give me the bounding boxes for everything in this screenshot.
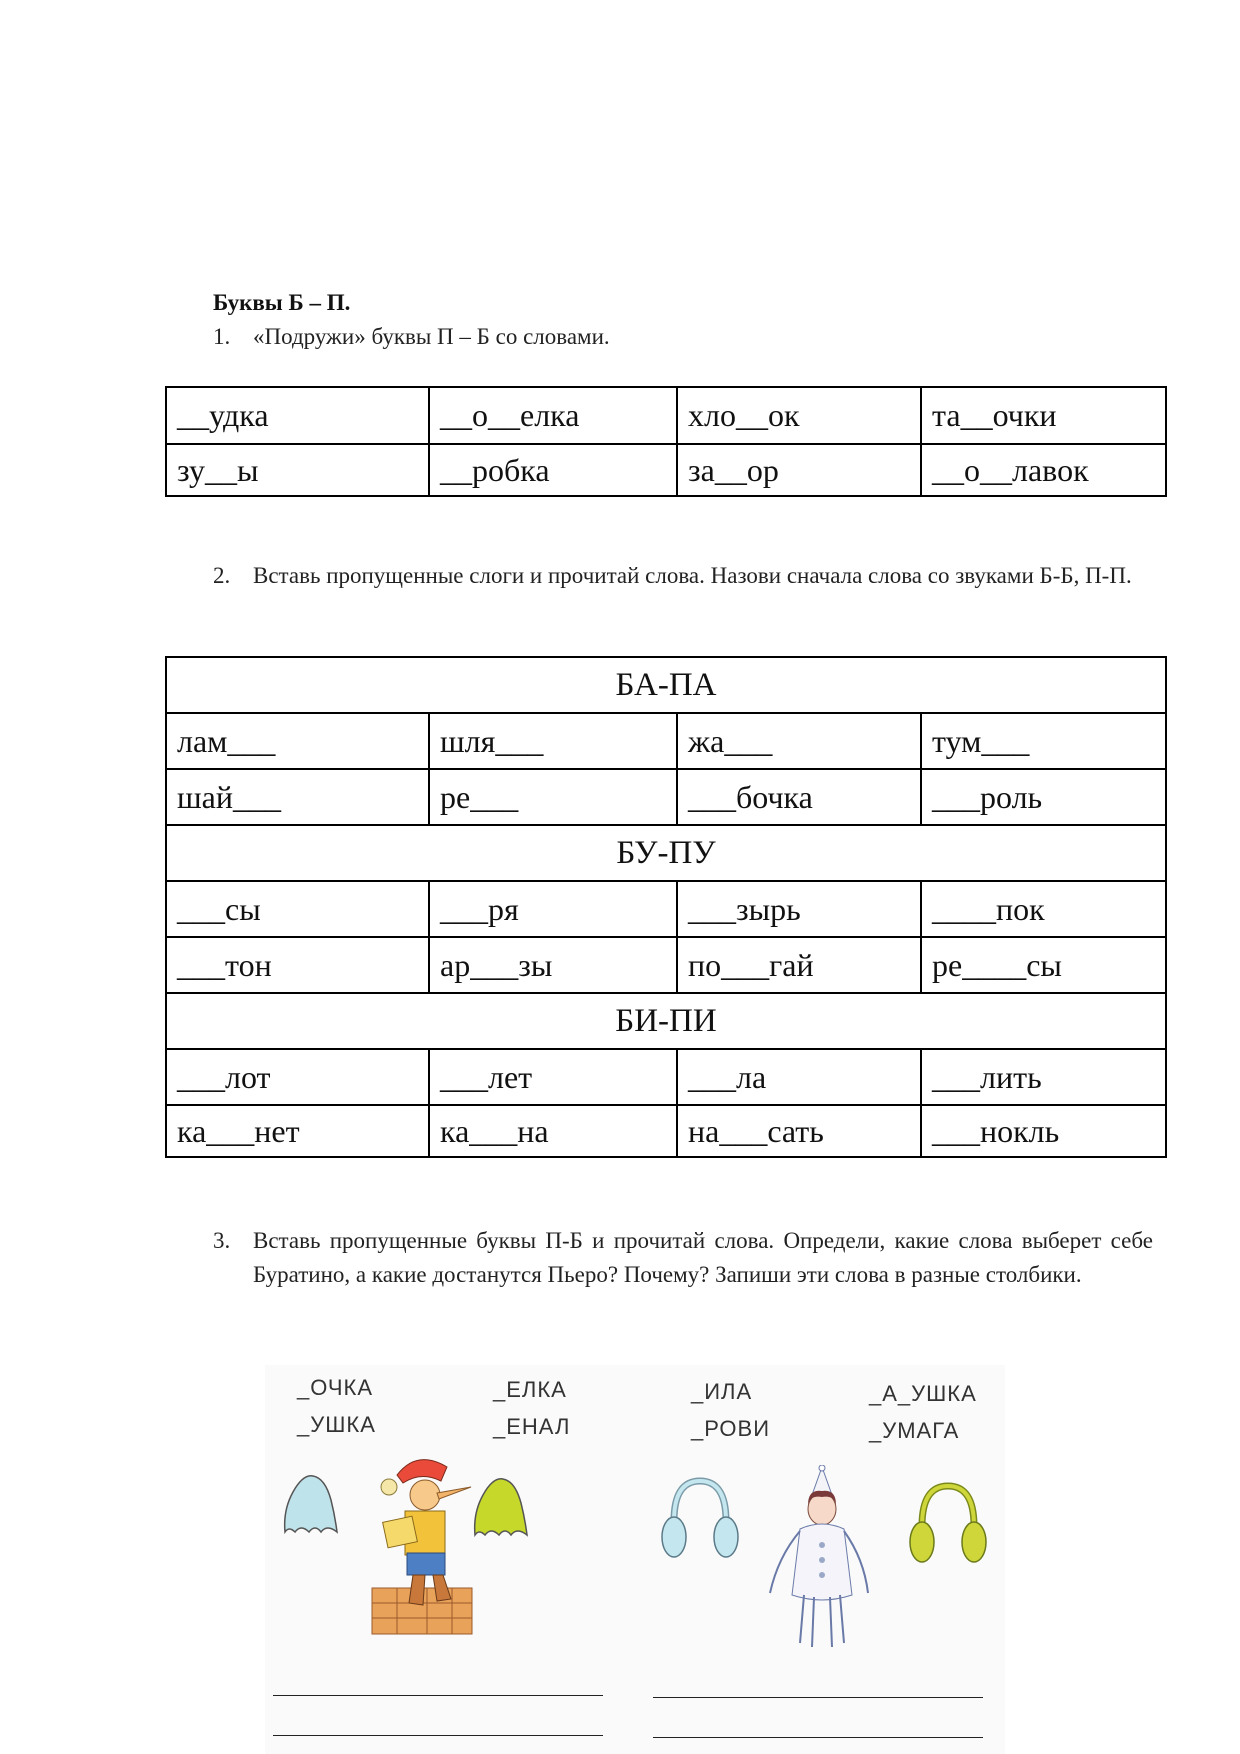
task-2-table: [165, 656, 1167, 1158]
table-cell: __о__лавок: [921, 444, 1166, 496]
table-cell: __о__елка: [429, 387, 677, 444]
word-elka: _ЕЛКА: [493, 1377, 567, 1402]
table-row: [166, 881, 1166, 937]
table-cell: по___гай: [677, 937, 921, 993]
table-row: [166, 769, 1166, 825]
table-cell: ___нокль: [921, 1105, 1166, 1157]
table-cell: ка___нет: [166, 1105, 429, 1157]
word-ochka: _ОЧКА: [297, 1375, 374, 1400]
table-row: [166, 937, 1166, 993]
task-2-table-body: [166, 657, 1166, 1157]
blue-hat-icon: [275, 1470, 345, 1540]
section-header-row: [166, 657, 1166, 713]
table-cell: ___роль: [921, 769, 1166, 825]
task-3-text: Вставь пропущенные буквы П-Б и прочитай слова. Определи, какие слова выберет себе Буратино, а какие достанутся Пьеро? Почему? Запиши эти слова в разные столбики.: [253, 1228, 1153, 1287]
answer-line-buratino-2[interactable]: [273, 1735, 603, 1736]
table-cell: ___лить: [921, 1049, 1166, 1105]
task-3-number: 3.: [213, 1228, 231, 1253]
task-1-table-body: [166, 387, 1166, 496]
table-cell: ___зырь: [677, 881, 921, 937]
section-header: БА-ПА: [166, 657, 1166, 713]
table-cell: та__очки: [921, 387, 1166, 444]
table-cell: тум___: [921, 713, 1166, 769]
table-cell: ___лот: [166, 1049, 429, 1105]
table-cell: ___ря: [429, 881, 677, 937]
table-cell: ____пок: [921, 881, 1166, 937]
table-cell: ___тон: [166, 937, 429, 993]
table-row: [166, 713, 1166, 769]
table-row: [166, 387, 1166, 444]
word-ila: _ИЛА: [691, 1379, 753, 1404]
section-header: БУ-ПУ: [166, 825, 1166, 881]
table-cell: жа___: [677, 713, 921, 769]
table-cell: ар___зы: [429, 937, 677, 993]
table-cell: __удка: [166, 387, 429, 444]
task-3-illustration: [265, 1365, 1005, 1754]
word-rovi: _РОВИ: [691, 1416, 771, 1441]
section-header-row: [166, 825, 1166, 881]
page-title: Буквы Б – П.: [213, 290, 351, 315]
task-2-number: 2.: [213, 563, 231, 588]
section-header-row: [166, 993, 1166, 1049]
answer-line-buratino-1[interactable]: [273, 1695, 603, 1696]
word-ushka: _УШКА: [297, 1412, 376, 1437]
table-cell: шля___: [429, 713, 677, 769]
table-cell: ___ла: [677, 1049, 921, 1105]
table-cell: ка___на: [429, 1105, 677, 1157]
table-row: [166, 444, 1166, 496]
table-cell: зу__ы: [166, 444, 429, 496]
answer-line-pierrot-1[interactable]: [653, 1697, 983, 1698]
answer-line-pierrot-2[interactable]: [653, 1737, 983, 1738]
table-row: [166, 1105, 1166, 1157]
table-cell: ре____сы: [921, 937, 1166, 993]
table-cell: ___бочка: [677, 769, 921, 825]
table-cell: ___сы: [166, 881, 429, 937]
section-header: БИ-ПИ: [166, 993, 1166, 1049]
word-enal: _ЕНАЛ: [493, 1414, 571, 1439]
word-umaga: _УМАГА: [869, 1418, 960, 1443]
green-earmuffs-icon: [908, 1480, 988, 1570]
table-cell: __робка: [429, 444, 677, 496]
green-hat-icon: [465, 1473, 535, 1543]
table-cell: шай___: [166, 769, 429, 825]
pierrot-icon: [760, 1465, 880, 1655]
table-cell: ___лет: [429, 1049, 677, 1105]
table-cell: лам___: [166, 713, 429, 769]
table-cell: за__ор: [677, 444, 921, 496]
table-row: [166, 1049, 1166, 1105]
table-cell: хло__ок: [677, 387, 921, 444]
task-1-text: «Подружи» буквы П – Б со словами.: [253, 324, 610, 349]
buratino-icon: [367, 1453, 477, 1635]
word-a-ushka: _А_УШКА: [869, 1381, 977, 1406]
task-1-number: 1.: [213, 324, 231, 349]
blue-earmuffs-icon: [660, 1475, 740, 1565]
table-cell: ре___: [429, 769, 677, 825]
task-2-text: Вставь пропущенные слоги и прочитай слова. Назови сначала слова со звуками Б-Б, П-П.: [253, 563, 1132, 588]
task-1-table: [165, 386, 1167, 497]
table-cell: на___сать: [677, 1105, 921, 1157]
